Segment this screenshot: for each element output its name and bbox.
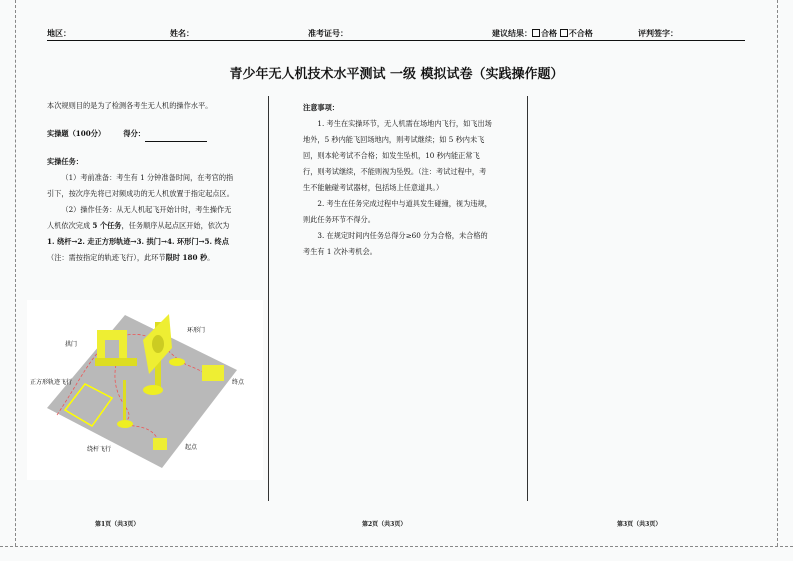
header-rule [47, 40, 745, 41]
signature-label: 评判签字： [638, 29, 678, 38]
task-2 [47, 202, 235, 266]
page-number-3: 第3页（共3页） [617, 521, 662, 528]
page-number-1: 第1页（共3页） [95, 521, 140, 528]
ring-label: 环形门 [187, 327, 206, 334]
task-1: （1）考前准备：考生有 1 分钟准备时间，在考官的指引下，按次序先将已对频成功的无人机放置于指定起点区。 [47, 173, 234, 198]
left-column [47, 98, 235, 266]
time-limit: 限时 180 秒 [165, 253, 208, 262]
section-title: 实操题（100分） [47, 129, 106, 138]
end-label: 终点 [232, 379, 245, 386]
task-heading: 实操任务： [47, 157, 83, 166]
name-label: 姓名： [170, 29, 194, 38]
square-label: 正方形轨迹飞行 [30, 379, 73, 386]
arch-label: 拱门 [65, 341, 78, 348]
column-divider [527, 96, 528, 501]
notes-heading: 注意事项： [303, 103, 339, 112]
note-1: 1. 考生在实操环节，无人机需在场地内飞行，如飞出场地外，5 秒内能飞回场地内，则考试继续；如 5 秒内未飞回，则本轮考试不合格；如发生坠机，10 秒内能正常飞行，则考试继续，不能则视为坠毁。（注：考试过程中，考生不能触碰考试器材，包括场上任意道具。） [303, 119, 492, 192]
task-2-text: （注：需按指定的轨迹飞行），此环节 [47, 253, 166, 262]
cut-line-bottom [0, 546, 793, 547]
end-pad [202, 365, 224, 381]
fail-label: 不合格 [568, 29, 593, 38]
intro-text: 本次规则目的是为了检测各考生无人机的操作水平。 [47, 101, 213, 110]
column-divider [268, 96, 269, 501]
task-2-text: （2）操作任务：从无人机起飞开始计时，考生操作无人机依次完成 [47, 205, 232, 230]
middle-column [303, 100, 493, 260]
task-order: 1. 绕杆→2. 走正方形轨迹→3. 拱门→4. 环形门→5. 终点 [47, 237, 229, 246]
task-2-text: ，任务顺序从起点区开始，依次为 [121, 221, 230, 230]
task-count: 5 个任务 [92, 221, 122, 230]
task-2-text: 。 [207, 253, 215, 262]
result-label: 建议结果： [492, 29, 532, 38]
start-pad [153, 438, 167, 450]
score-label: 得分： [123, 129, 145, 138]
region-label: 地区： [47, 29, 71, 38]
fail-checkbox[interactable] [560, 29, 568, 37]
score-blank [145, 133, 207, 142]
pass-label: 合格 [541, 29, 557, 38]
result-field [492, 28, 593, 39]
start-label: 起点 [185, 444, 198, 451]
note-3: 3. 在规定时间内任务总得分≥60 分为合格，未合格的考生有 1 次补考机会。 [303, 231, 488, 256]
course-diagram [27, 300, 263, 480]
pass-checkbox[interactable] [532, 29, 540, 37]
exam-id-label: 准考证号： [308, 29, 348, 38]
note-2: 2. 考生在任务完成过程中与道具发生碰撞，视为违规，则此任务环节不得分。 [303, 199, 492, 224]
pole-label: 绕杆飞行 [87, 446, 112, 453]
page-title: 青少年无人机技术水平测试 一级 模拟试卷（实践操作题） [229, 67, 564, 82]
page-number-2: 第2页（共3页） [362, 521, 407, 528]
